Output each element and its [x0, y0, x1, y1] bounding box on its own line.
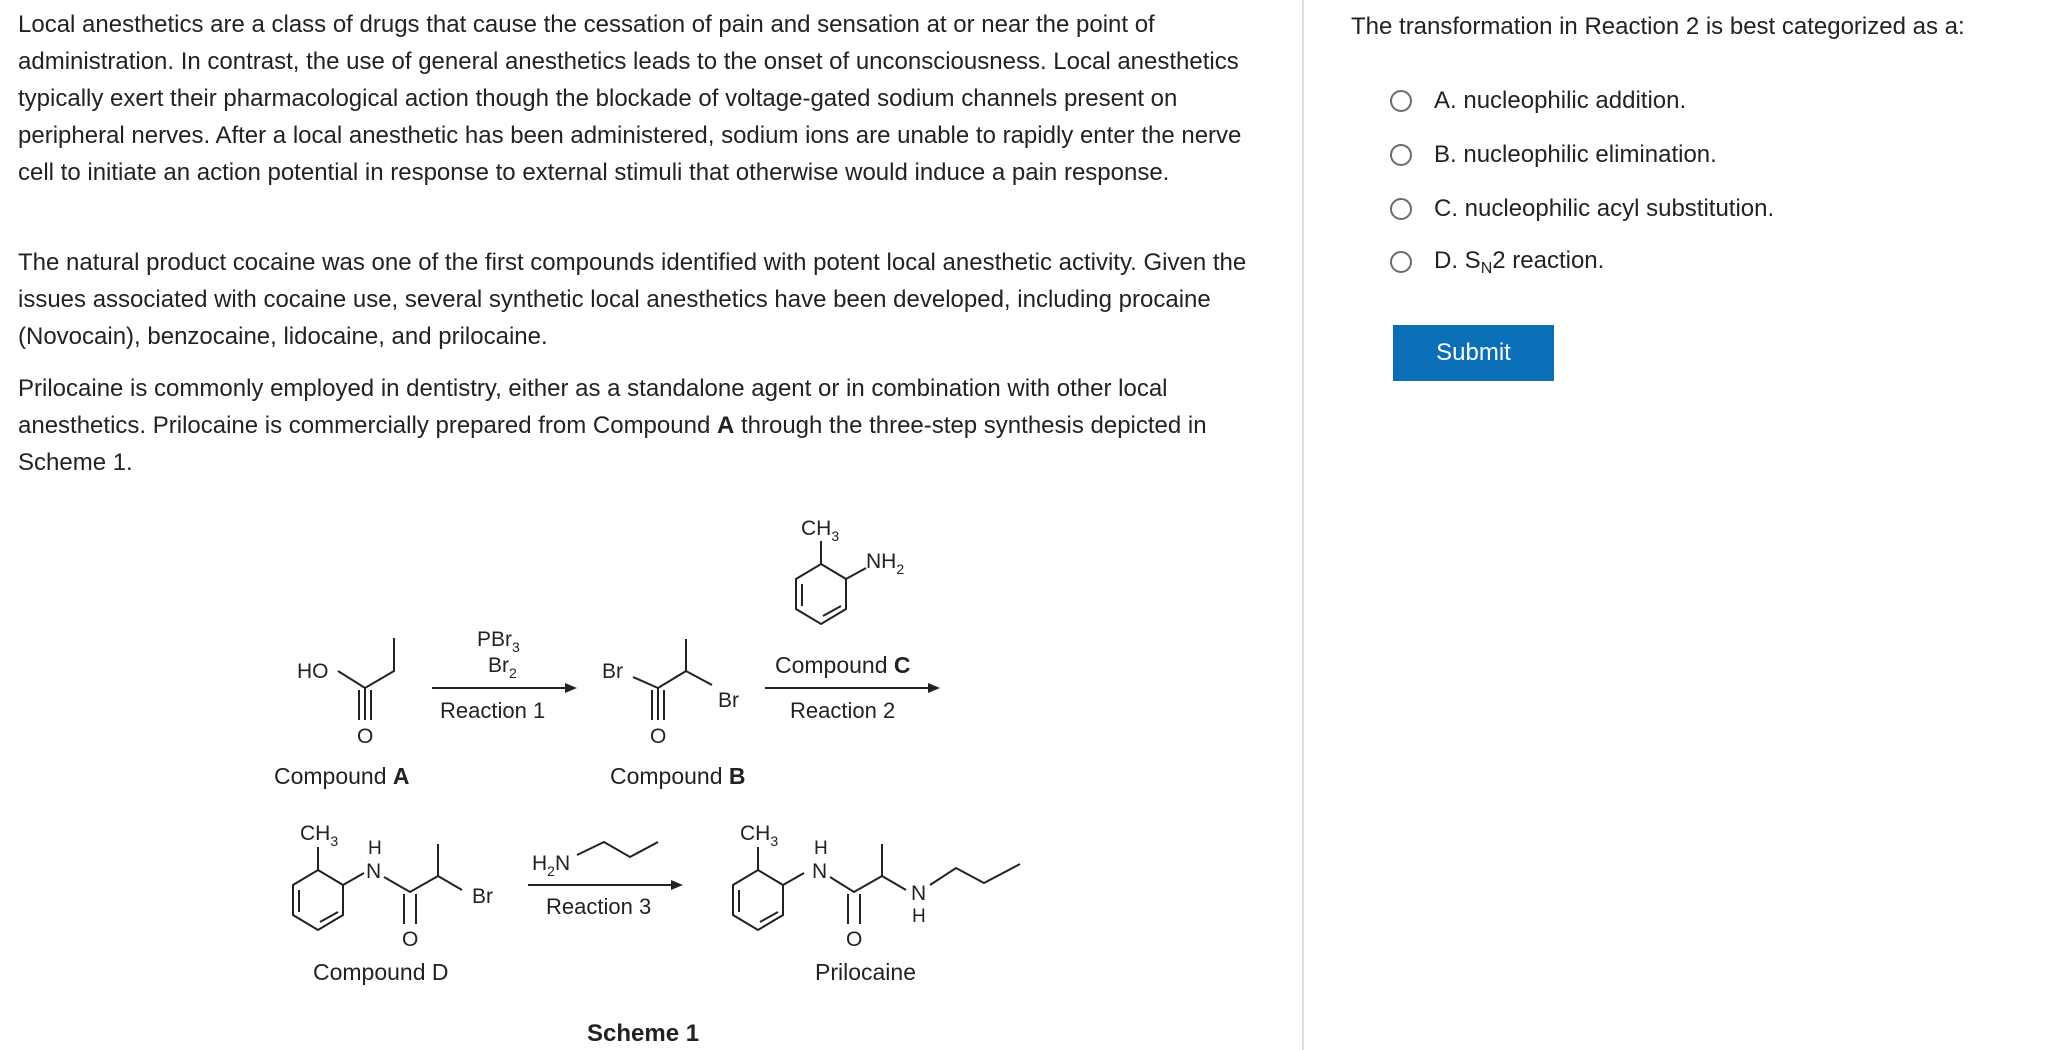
question-panel	[1304, 0, 2058, 1050]
prilocaine-label: Prilocaine	[815, 959, 916, 985]
svg-text:Br: Br	[602, 660, 623, 683]
radio-button-b[interactable]	[1390, 144, 1412, 166]
compound-a-label: Compound A	[274, 763, 410, 789]
reaction-1-arrow	[432, 628, 577, 723]
answer-choice-a[interactable]	[1390, 83, 1686, 119]
svg-text:O: O	[650, 725, 667, 748]
svg-text:N: N	[911, 882, 927, 905]
passage-paragraph-1: Local anesthetics are a class of drugs that cause the cessation of pain and sensation at or near the point of administration. In contrast, the use of general anesthetics leads to the onset of unconsciousness. Local anesthetics typically exert their pharmacological action though the blockade of voltage-gated sodium channels present on peripheral nerves. After a local anesthetic has been administered, sodium ions are unable to rapidly enter the nerve cell to initiate an action potential in response to external stimuli that otherwise would induce a pain response.	[18, 11, 1242, 186]
answer-choice-d-label: D. $S_N2$ reaction.	[1434, 246, 1605, 277]
svg-text:H: H	[368, 838, 382, 859]
answer-choice-b[interactable]	[1390, 137, 1717, 173]
svg-text:O: O	[846, 928, 863, 951]
svg-text:CH3: $CH_3$	[300, 822, 339, 849]
question-prompt: The transformation in Reaction 2 is best categorized as a:	[1351, 13, 1965, 40]
svg-text:O: O	[402, 928, 419, 951]
compound-b-label: Compound B	[610, 763, 746, 789]
passage-paragraph-3: Prilocaine is commonly employed in dentistry, either as a standalone agent or in combination with other local anesthetics. Prilocaine is commercially prepared from Compound A through the three-step synthesis depicted in Scheme 1.	[18, 375, 1207, 476]
compound-a-structure	[274, 638, 410, 789]
svg-text:O: O	[357, 725, 374, 748]
svg-text:HO: HO	[297, 660, 329, 683]
reaction-2-arrow	[765, 517, 940, 723]
svg-text:H: H	[814, 838, 828, 859]
svg-text:H2N: $H_2N$	[532, 852, 571, 879]
radio-button-c[interactable]	[1390, 198, 1412, 220]
answer-choice-c[interactable]	[1390, 191, 1774, 227]
compound-b-structure	[602, 639, 746, 789]
svg-text:CH3: $CH_3$	[801, 517, 840, 544]
svg-text:Br: Br	[472, 885, 493, 908]
svg-text:CH3: $CH_3$	[740, 822, 779, 849]
compound-d-structure	[293, 822, 493, 985]
svg-text:Br: Br	[718, 689, 739, 712]
compound-d-label: Compound D	[313, 959, 449, 985]
radio-button-d[interactable]	[1390, 251, 1412, 273]
svg-text:Reaction 2: Reaction 2	[790, 698, 896, 723]
svg-text:Reaction 3: Reaction 3	[546, 894, 652, 919]
passage-paragraph-2: The natural product cocaine was one of the first compounds identified with potent local anesthetic activity. Given the issues associated with cocaine use, several synthetic local anesthetics have been developed, including procaine (Novocain), benzocaine, lidocaine, and prilocaine.	[18, 249, 1247, 350]
answer-choice-a-label: A. nucleophilic addition.	[1434, 87, 1687, 114]
compound-c-label: Compound C	[775, 652, 911, 678]
answer-choice-b-label: B. nucleophilic elimination.	[1434, 141, 1717, 168]
prilocaine-structure	[733, 822, 1020, 985]
svg-text:Br2: $Br_2$	[488, 654, 517, 681]
answer-choice-d[interactable]	[1390, 244, 1604, 280]
radio-button-a[interactable]	[1390, 90, 1412, 112]
synthesis-scheme-figure	[0, 500, 1300, 1050]
svg-text:H: H	[912, 906, 926, 927]
svg-text:NH2: $NH_2$	[866, 550, 905, 577]
answer-choice-c-label: C. nucleophilic acyl substitution.	[1434, 195, 1775, 222]
svg-text:N: N	[812, 860, 828, 883]
submit-button[interactable]: Submit	[1393, 325, 1554, 381]
svg-text:N: N	[366, 860, 382, 883]
svg-text:PBr3: PBr$_3$	[477, 628, 520, 655]
reaction-3-arrow	[528, 842, 683, 919]
scheme-title: Scheme 1	[587, 1020, 700, 1047]
svg-text:Reaction 1: Reaction 1	[440, 698, 546, 723]
